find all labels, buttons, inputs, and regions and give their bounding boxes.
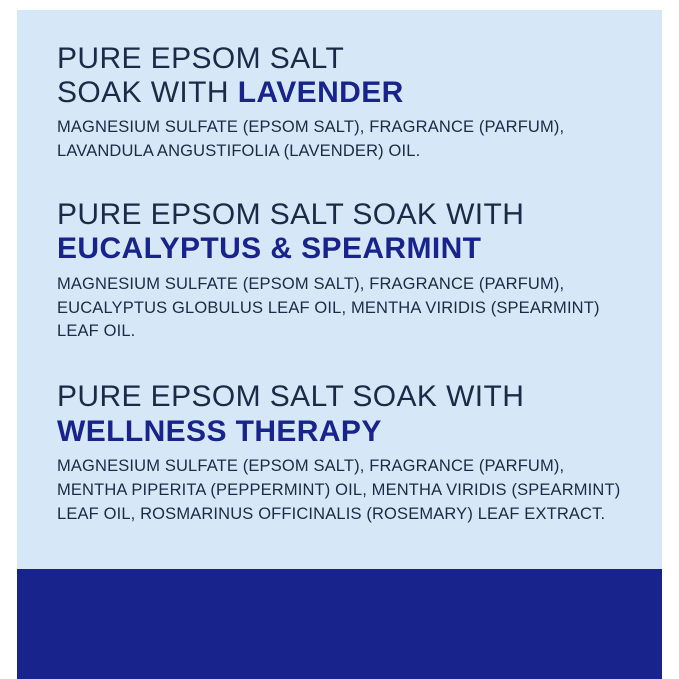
ingredients-list-eucalyptus-spearmint: MAGNESIUM SULFATE (EPSOM SALT), FRAGRANCE (PARFUM), EUCALYPTUS GLOBULUS LEAF OIL, MENTHA VIRIDIS (SPEARMINT) LEAF OIL. bbox=[57, 274, 600, 341]
product-title-accent: LAVENDER bbox=[237, 76, 404, 110]
left-border bbox=[0, 0, 17, 679]
product-title-accent: EUCALYPTUS & SPEARMINT bbox=[57, 232, 482, 266]
product-block-lavender bbox=[57, 42, 637, 164]
product-title-line-1: PURE EPSOM SALT bbox=[57, 42, 345, 75]
top-border bbox=[0, 0, 679, 10]
ingredients-content bbox=[57, 30, 637, 553]
product-title-wellness-therapy bbox=[57, 380, 637, 448]
right-border bbox=[662, 0, 679, 679]
product-title-eucalyptus-spearmint bbox=[57, 198, 637, 266]
product-title-line-1: PURE EPSOM SALT SOAK WITH bbox=[57, 380, 525, 414]
product-title-accent: WELLNESS THERAPY bbox=[57, 414, 382, 448]
product-block-wellness-therapy bbox=[57, 380, 637, 526]
ingredients-list-lavender: MAGNESIUM SULFATE (EPSOM SALT), FRAGRANCE (PARFUM), LAVANDULA ANGUSTIFOLIA (LAVENDER) OIL. bbox=[57, 118, 565, 161]
product-title-lavender bbox=[57, 42, 637, 110]
ingredients-list-wellness-therapy: MAGNESIUM SULFATE (EPSOM SALT), FRAGRANCE (PARFUM), MENTHA PIPERITA (PEPPERMINT) OIL, MENTHA VIRIDIS (SPEARMINT) LEAF OIL, ROSMARINUS OFFICINALIS (ROSEMARY) LEAF EXTRACT. bbox=[57, 456, 621, 523]
product-block-eucalyptus-spearmint bbox=[57, 198, 637, 344]
bottom-color-band bbox=[17, 569, 662, 679]
product-title-line-2-prefix: SOAK WITH bbox=[57, 76, 238, 110]
product-title-line-1: PURE EPSOM SALT SOAK WITH bbox=[57, 198, 525, 232]
